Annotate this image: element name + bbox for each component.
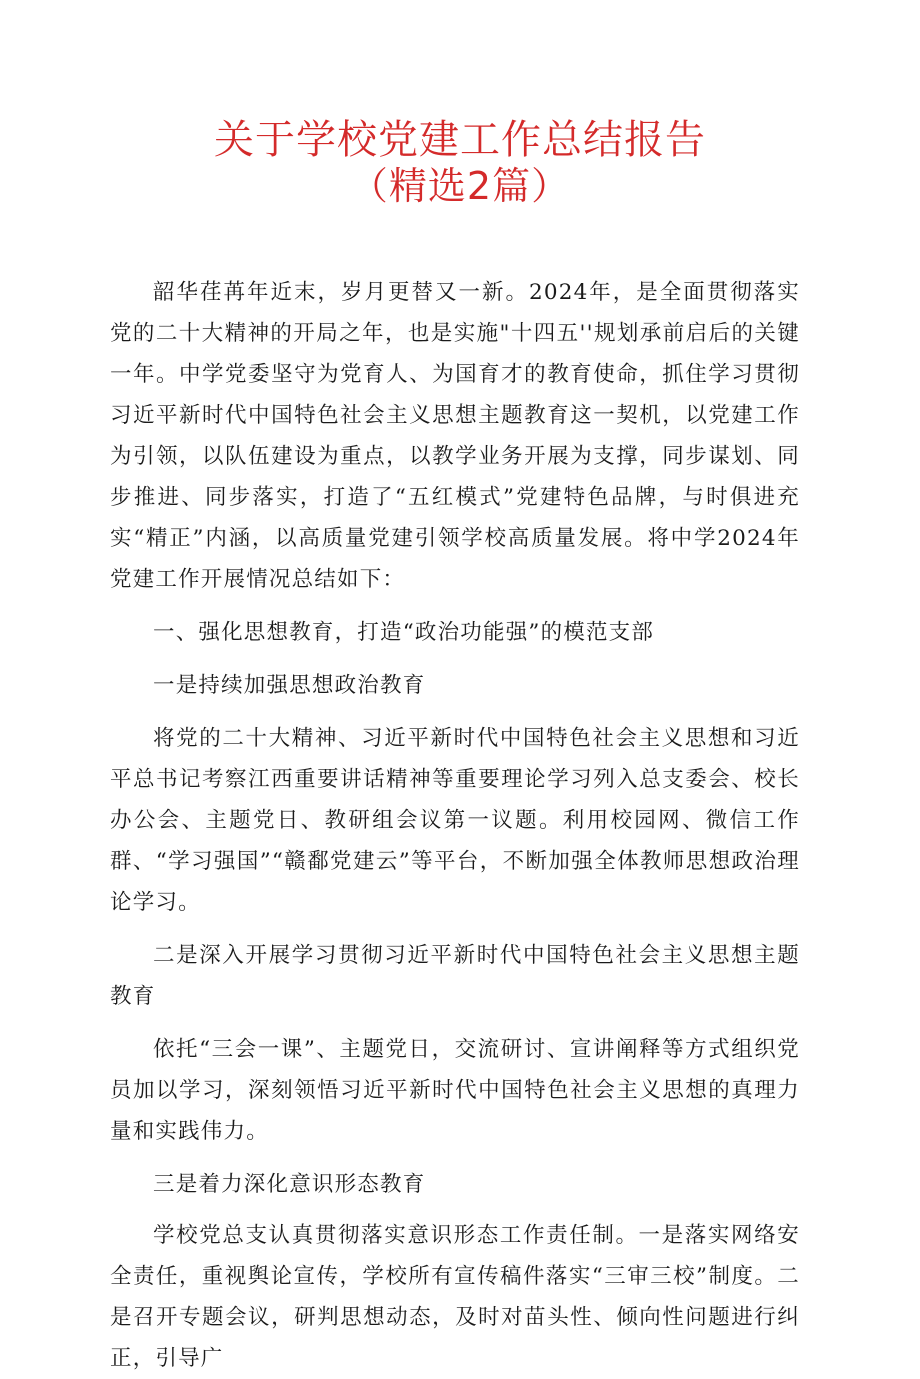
document-title: 关于学校党建工作总结报告 [214, 117, 706, 163]
section-1-heading: 一、强化思想教育，打造“政治功能强”的模范支部 [153, 620, 655, 645]
intro-paragraph: 韶华荏苒年近末，岁月更替又一新。2024年，是全面贯彻落实党的二十大精神的开局之年，也是实施"十四五''规划承前启后的关键一年。中学党委坚守为党育人、为国育才的教育使命，抓住学习贯彻习近平新时代中国特色社会主义思想主题教育这一契机，以党建工作为引领，以队伍建设为重点，以教学业务开展为支撑，同步谋划、同步推进、同步落实，打造了“五红模式”党建特色品牌，与时俱进充实“精正”内涵，以高质量党建引领学校高质量发展。将中学2024年党建工作开展情况总结如下： [110, 280, 800, 592]
document-body [110, 272, 800, 1379]
subsection-2-heading: 二是深入开展学习贯彻习近平新时代中国特色社会主义思想主题教育 [110, 943, 800, 1009]
subsection-1-paragraph: 将党的二十大精神、习近平新时代中国特色社会主义思想和习近平总书记考察江西重要讲话精神等重要理论学习列入总支委会、校长办公会、主题党日、教研组会议第一议题。利用校园网、微信工作群、“学习强国”“赣鄱党建云”等平台，不断加强全体教师思想政治理论学习。 [110, 726, 800, 915]
subsection-3-heading: 三是着力深化意识形态教育 [153, 1172, 426, 1197]
subsection-1-heading: 一是持续加强思想政治教育 [153, 673, 426, 698]
document-subtitle: （精选2篇） [349, 164, 571, 208]
subsection-3-paragraph: 学校党总支认真贯彻落实意识形态工作责任制。一是落实网络安全责任，重视舆论宣传，学校所有宣传稿件落实“三审三校”制度。二是召开专题会议，研判思想动态，及时对苗头性、倾向性问题进行纠正，引导广 [110, 1223, 800, 1371]
subsection-2-paragraph: 依托“三会一课”、主题党日，交流研讨、宣讲阐释等方式组织党员加以学习，深刻领悟习近平新时代中国特色社会主义思想的真理力量和实践伟力。 [110, 1037, 800, 1144]
